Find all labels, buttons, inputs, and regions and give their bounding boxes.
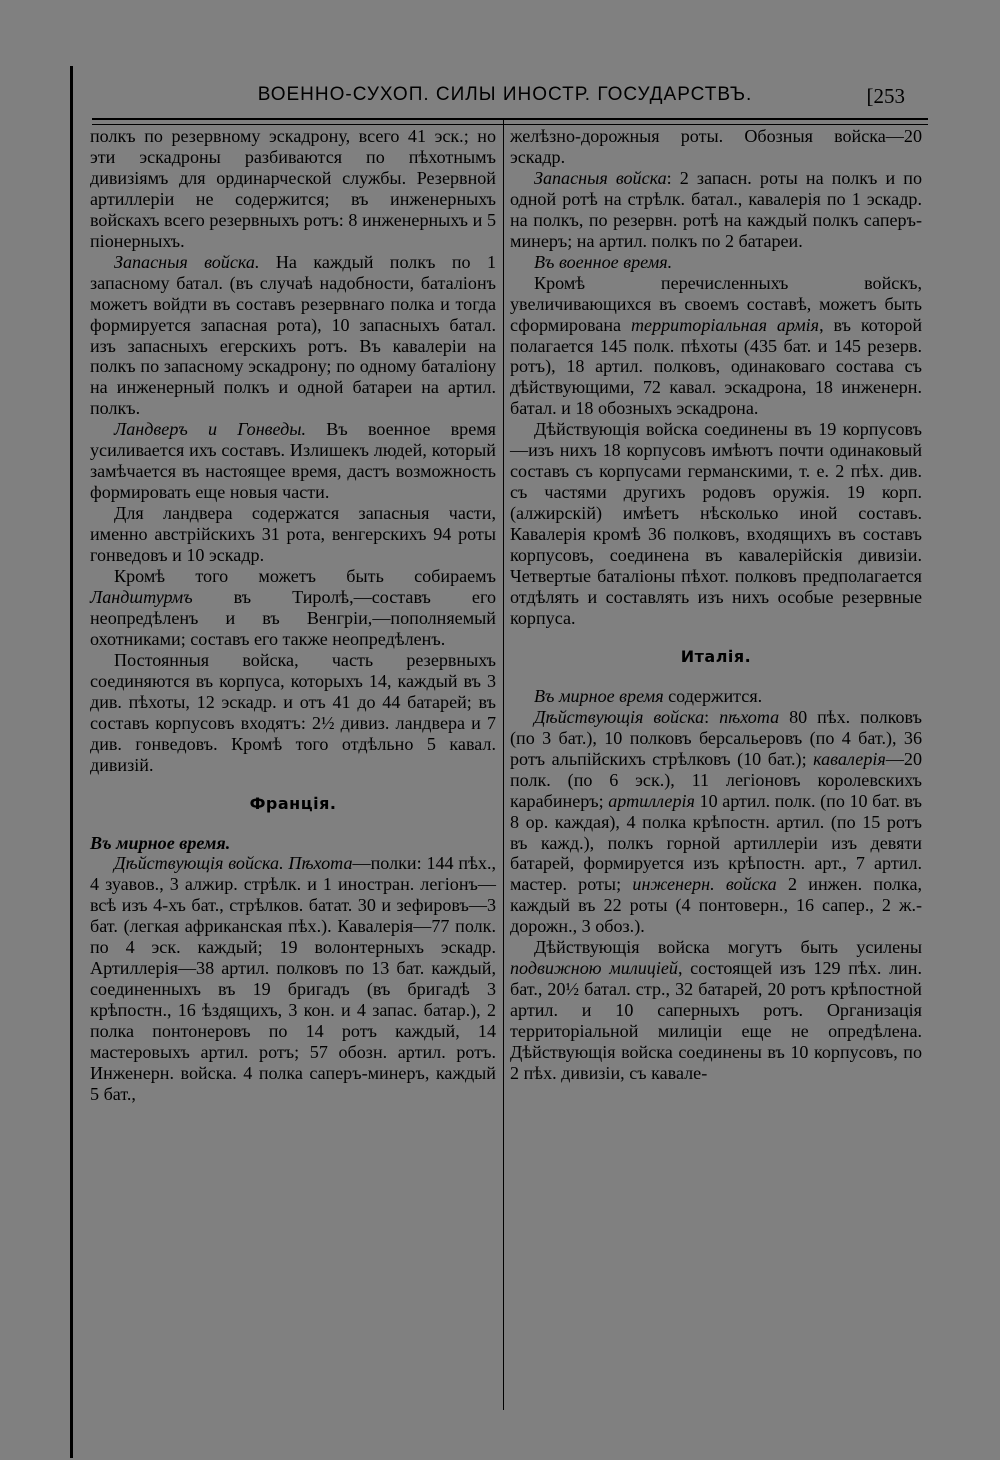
paragraph	[90, 252, 496, 420]
paragraph-text: въ Тиролѣ,—составъ его неопредѣленъ и въ Венгріи,—пополняемый охотниками; составъ его также неопредѣленъ.	[90, 586, 496, 649]
paragraph-text: , въ которой полагается 145 полк. пѣхоты (435 бат. и 145 резерв. ротъ), 18 артил. полковъ, одинаковаго состава съ дѣйствующими, 72 кавал. эскадрона, 18 инженерн. батал. и 18 обозныхъ эскадрона.	[510, 314, 922, 419]
paragraph	[90, 853, 496, 1104]
section-heading-france: Франція.	[249, 793, 337, 813]
paragraph-text: —20 полк. (по 6 эск.), 11 легіоновъ королевскихъ карабинеръ;	[510, 748, 922, 811]
run-in-heading: Ландверъ и Гонведы.	[114, 419, 307, 440]
run-in-heading: Въ военное время.	[534, 251, 673, 272]
paragraph	[510, 419, 922, 629]
run-in-heading: Запасныя войска	[534, 167, 667, 188]
inline-term: подвижною милиціей	[510, 958, 678, 979]
paragraph-text: Кромѣ перечисленныхъ войскъ, увеличивающихся въ своемъ составѣ, можетъ быть сформирована	[510, 272, 922, 335]
paragraph-text: Дѣйствующія войска соединены въ 19 корпусовъ—изъ нихъ 18 корпусовъ имѣютъ почти одинаковый составъ съ корпусами германскими, т. е. 2 пѣх. див. съ частями другихъ родовъ оружія. 19 корп. (алжирскій) имѣетъ нѣсколько иной составъ. Кавалерія кромѣ 36 полковъ, входящихъ въ составъ корпусовъ, соединена въ кавалерійскія дивизіи. Четвертые баталіоны пѣхот. полковъ предполагается отдѣлять и составлять изъ нихъ особые резервные корпуса.	[510, 419, 922, 628]
left-column	[90, 126, 496, 1105]
paragraph-text: Кромѣ того можетъ быть собираемъ	[114, 566, 496, 587]
inline-term: Ландштурмъ	[90, 586, 193, 607]
paragraph-text: 2 инжен. полка, каждый въ 22 роты (4 понтоверн., 16 сапер., 2 ж.-дорожн., 3 обоз.).	[510, 874, 922, 937]
paragraph-text: полкъ по резервному эскадрону, всего 41 эск.; но эти эскадроны разбиваются по пѣхотнымъ дивизіямъ для ординарческой службы. Резервной артиллеріи не содержится; въ инженерныхъ войскахъ всего резервныхъ ротъ: 8 инженерныхъ и 5 піонерныхъ.	[90, 126, 496, 251]
page-left-border	[70, 66, 73, 1458]
paragraph-text: : 2 запасн. роты на полкъ и по одной ротѣ на стрѣлк. батал., кавалерія по 1 эскадр. на полкъ, по резервн. ротѣ на каждый полкъ саперъ-минеръ; на артил. полкъ по 2 батареи.	[510, 167, 922, 251]
paragraph	[510, 273, 922, 420]
paragraph-text: 10 артил. полк. (по 10 бат. въ 8 ор. каждая), 4 полка крѣпостн. артил. (по 15 ротъ въ кажд.), полкъ горной артиллеріи изъ девяти батарей, формируется изъ крѣпостн. арт., 7 артил. мастер. роты;	[510, 790, 922, 895]
paragraph	[510, 686, 922, 707]
paragraph-text: На каждый полкъ по 1 запасному батал. (въ случаѣ надобности, баталіонъ можетъ войдти въ составъ резервнаго полка и тогда формируется запасная рота), 10 запасныхъ батал. изъ запасныхъ егерскихъ ротъ. Въ кавалеріи на полкъ по запасному эскадрону; по одному баталіону на инженерный полкъ и одной батареи на артил. полкъ.	[90, 251, 496, 419]
paragraph-text: Въ военное время усиливается ихъ составъ. Излишекъ людей, который замѣчается въ настоящее время, дастъ возможность формировать еще новыя части.	[90, 419, 496, 503]
paragraph-text: Для ландвера содержатся запасныя части, именно австрійскихъ 31 рота, венгерскихъ 94 роты гонведовъ и 10 эскадр.	[90, 503, 496, 566]
paragraph	[510, 126, 922, 168]
paragraph-text: 80 пѣх. полковъ (по 3 бат.), 10 полковъ берсальеровъ (по 4 бат.), 36 ротъ альпійскихъ стрѣлковъ (10 бат.);	[510, 706, 922, 769]
paragraph-text: , состоящей изъ 129 пѣх. лин. бат., 20½ батал. стр., 32 батарей, 20 ротъ крѣпостной артил. и 10 саперныхъ ротъ. Организація территоріальной милиціи еще не опредѣлена. Дѣйствующія войска соединены въ 10 корпусовъ, по 2 пѣх. дивизіи, съ кавале-	[510, 958, 922, 1083]
section-heading-italy: Италія.	[680, 646, 752, 666]
run-in-heading: Въ мирное время.	[90, 832, 231, 853]
column-divider	[503, 120, 504, 1410]
right-column	[510, 126, 922, 1084]
inline-term: территоріальная армія	[630, 314, 820, 335]
paragraph	[510, 168, 922, 252]
inline-term: артиллерія	[608, 790, 695, 811]
paragraph	[510, 707, 922, 937]
paragraph	[90, 419, 496, 503]
header-rule	[92, 118, 928, 125]
inline-term: кавалерія	[813, 748, 886, 769]
paragraph	[90, 503, 496, 566]
paragraph	[90, 650, 496, 776]
paragraph-text: Дѣйствующія войска могутъ быть усилены	[534, 937, 922, 958]
paragraph	[90, 566, 496, 650]
paragraph	[510, 937, 922, 1084]
running-header	[95, 82, 915, 112]
inline-term: пѣхота	[719, 706, 780, 727]
paragraph	[90, 833, 496, 854]
page-number: [253	[866, 84, 905, 108]
run-in-heading: Въ мирное время	[534, 685, 664, 706]
running-title: ВОЕННО-СУХОП. СИЛЫ ИНОСТР. ГОСУДАРСТВЪ.	[257, 84, 753, 105]
run-in-heading: Дѣйствующія войска	[534, 706, 705, 727]
paragraph	[90, 126, 496, 252]
paragraph-text: :	[704, 706, 720, 727]
paragraph-text: —полки: 144 пѣх., 4 зуавов., 3 алжир. стрѣлк. и 1 иностран. легіонъ—всѣ изъ 4-хъ бат., стрѣлков. батат. 30 и зефировъ—3 бат. (легкая африканская пѣх.). Кавалерія—77 полк. по 4 эск. каждый; 19 волонтерныхъ эскадр. Артиллерія—38 артил. полковъ по 13 бат. каждый, соединенныхъ въ 19 бригадъ (въ бригадѣ 3 крѣпостн., 16 ѣздящихъ, 3 кон. и 4 запас. батар.), 2 полка понтонеровъ по 14 ротъ каждый, 14 мастеровыхъ артил. ротъ; 57 обозн. артил. ротъ. Инженерн. войска. 4 полка саперъ-минеръ, каждый 5 бат.,	[90, 853, 496, 1104]
paragraph-text: желѣзно-дорожныя роты. Обозныя войска—20 эскадр.	[510, 126, 922, 167]
run-in-heading: Запасныя войска.	[114, 251, 260, 272]
paragraph	[510, 252, 922, 273]
paragraph-text: содержится.	[663, 685, 763, 706]
inline-term: инженерн. войска	[632, 874, 777, 895]
run-in-heading: Дѣйствующія войска. Пѣхота	[114, 853, 353, 874]
paragraph-text: Постоянныя войска, часть резервныхъ соединяются въ корпуса, которыхъ 14, каждый въ 3 див. пѣхоты, 12 эскадр. и отъ 41 до 44 батарей; въ составъ корпусовъ входятъ: 2½ дивиз. ландвера и 7 див. гонведовъ. Кромѣ того отдѣльно 5 кавал. дивизій.	[90, 649, 496, 775]
